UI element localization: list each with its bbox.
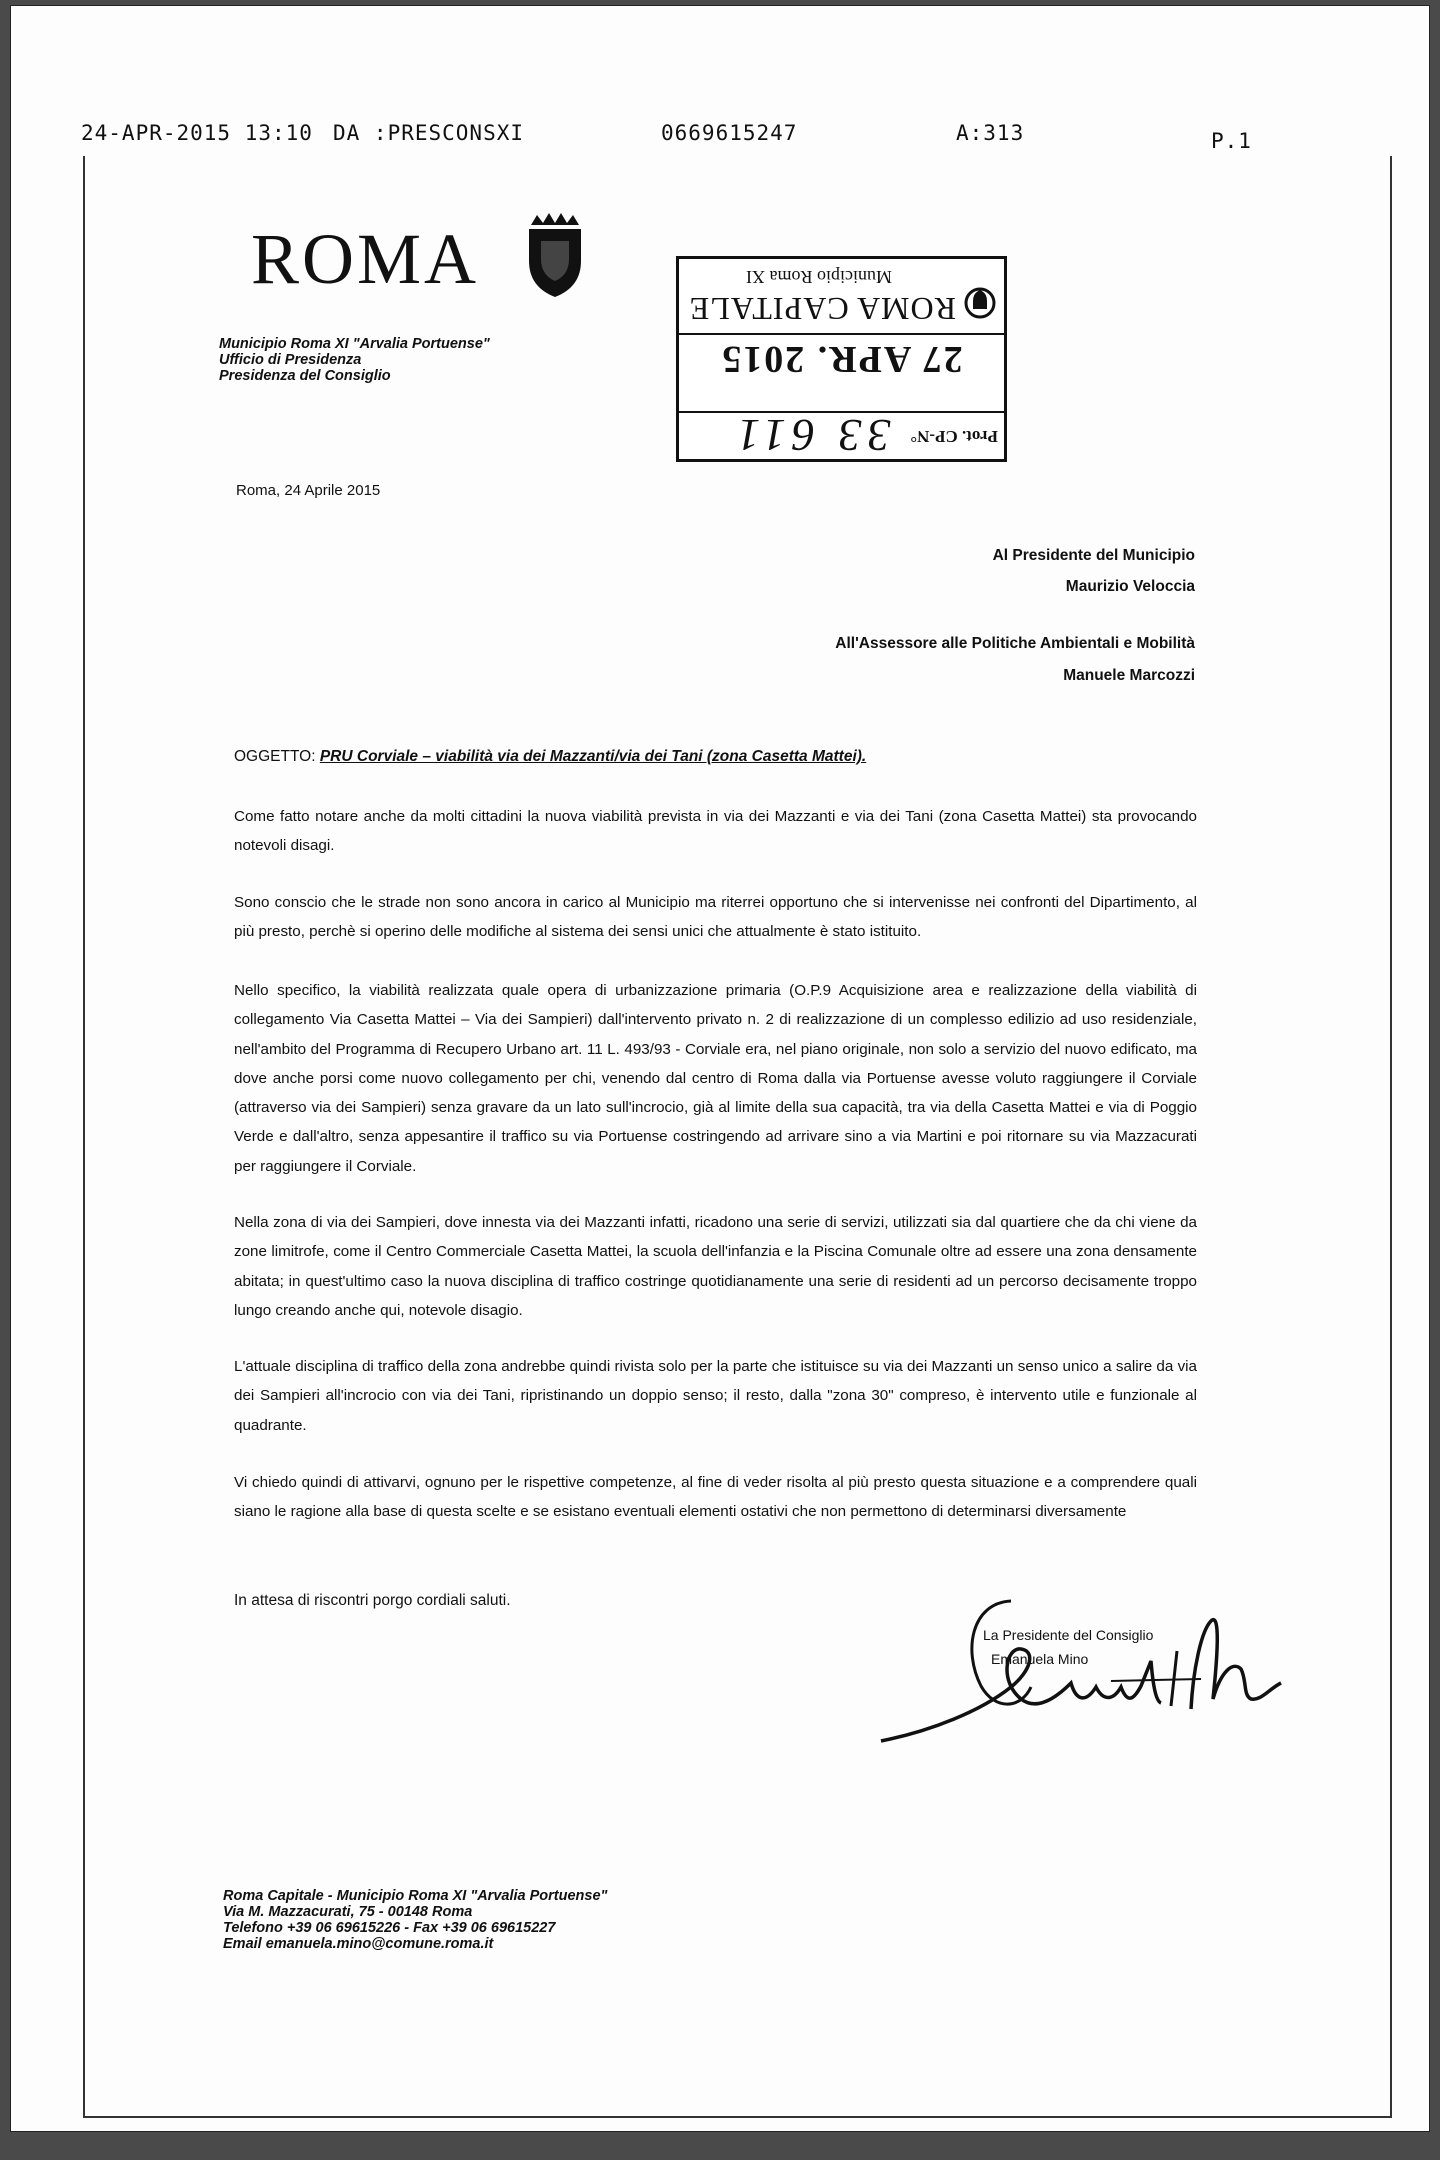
footer-line: Email emanuela.mino@comune.roma.it bbox=[223, 1936, 494, 1952]
body-paragraph: Come fatto notare anche da molti cittadini la nuova viabilità prevista in via dei Mazzanti e via dei Tani (zona Casetta Mattei) sta provocando notevoli disagi. bbox=[234, 808, 1197, 855]
recipient-line: All'Assessore alle Politiche Ambientali e Mobilità bbox=[835, 635, 1195, 652]
roma-capitale-emblem-icon bbox=[964, 285, 996, 321]
footer-line: Telefono +39 06 69615226 - Fax +39 06 69615227 bbox=[223, 1920, 556, 1936]
roma-logo-text: ROMA bbox=[251, 219, 480, 299]
handwritten-signature bbox=[871, 1591, 1291, 1751]
signatory-name: Emanuela Mino bbox=[991, 1651, 1089, 1667]
office-line: Municipio Roma XI "Arvalia Portuense" bbox=[219, 336, 490, 352]
place-date: Roma, 24 Aprile 2015 bbox=[236, 482, 381, 499]
closing-line: In attesa di riscontri porgo cordiali saluti. bbox=[234, 1592, 511, 1609]
stamp-subtitle: Municipio Roma XI bbox=[746, 267, 892, 287]
subject-label: OGGETTO: bbox=[234, 748, 316, 765]
subject-text: PRU Corviale – viabilità via dei Mazzanti/via dei Tani (zona Casetta Mattei). bbox=[319, 748, 867, 765]
letter-footer bbox=[223, 1888, 607, 1952]
body-paragraph: Sono conscio che le strade non sono ancora in carico al Municipio ma riterrei opportuno che si intervenisse nei confronti del Dipartimento, al più presto, perchè si operino delle modifiche al sistema dei sensi unici che attualmente è stato istituito. bbox=[234, 894, 1197, 941]
subject-line bbox=[234, 748, 866, 766]
office-line: Presidenza del Consiglio bbox=[219, 368, 391, 384]
stamp-date: 27 APR. 2015 bbox=[720, 338, 963, 380]
signature-block bbox=[871, 1591, 1291, 1751]
stamp-organization: ROMA CAPITALE bbox=[688, 291, 956, 327]
fax-recipient: A:313 bbox=[956, 121, 1025, 145]
issuing-office bbox=[219, 336, 490, 384]
stamp-protocol-number: 33 611 bbox=[731, 410, 891, 462]
protocol-stamp bbox=[676, 256, 1007, 462]
recipient-line: Maurizio Veloccia bbox=[1065, 578, 1195, 595]
recipient-line: Al Presidente del Municipio bbox=[992, 547, 1195, 564]
body-paragraph: L'attuale disciplina di traffico della zona andrebbe quindi rivista solo per la parte che istituisce su via dei Mazzanti un senso unico a salire da via dei Sampieri all'incrocio con via dei Tani, ripristinando un doppio senso; il resto, dalla "zona 30" compreso, è intervento utile e funzionale al quadrante. bbox=[234, 1358, 1197, 1434]
body-paragraph: Vi chiedo quindi di attivarvi, ognuno per le rispettive competenze, al fine di veder risolta al più presto questa situazione e a comprendere quali siano le ragione alla base di questa scelte e se esistano eventuali elementi ostativi che non permettono di determinarsi diversamente bbox=[234, 1474, 1197, 1521]
fax-page-number: P.1 bbox=[1211, 129, 1252, 153]
recipient-line: Manuele Marcozzi bbox=[1063, 667, 1195, 684]
footer-line: Via M. Mazzacurati, 75 - 00148 Roma bbox=[223, 1904, 473, 1920]
footer-line: Roma Capitale - Municipio Roma XI "Arvalia Portuense" bbox=[223, 1888, 608, 1904]
fax-datetime: 24-APR-2015 13:10 bbox=[81, 121, 313, 145]
office-line: Ufficio di Presidenza bbox=[219, 352, 362, 368]
signatory-title: La Presidente del Consiglio bbox=[983, 1627, 1154, 1643]
roma-crest-icon bbox=[519, 211, 599, 301]
fax-number: 0669615247 bbox=[661, 121, 798, 145]
fax-sender: DA :PRESCONSXI bbox=[333, 121, 525, 145]
fax-page bbox=[10, 5, 1430, 2132]
body-paragraph: Nello specifico, la viabilità realizzata quale opera di urbanizzazione primaria (O.P.9 Acquisizione area e realizzazione della viabilità di collegamento Via Casetta Mattei – Via dei Sampieri) dall'intervento privato n. 2 di realizzazione di un complesso edilizio ad uso residenziale, nell'ambito del Programma di Recupero Urbano art. 11 L. 493/93 - Corviale era, nel piano originale, non solo a servizio del nuovo edificato, ma dove anche porsi come nuovo collegamento per chi, venendo dal centro di Roma dalla via Portuense avesse voluto raggiungere il Corviale (attraverso via dei Sampieri) senza gravare da un lato sull'incrocio, già al limite della sua capacità, tra via della Casetta Mattei e via di Poggio Verde e dall'altro, senza appesantire il traffico su via Portuense costringendo ad arrivare sino a via Martini e poi ritornare su via Mazzacurati per raggiungere il Corviale. bbox=[234, 982, 1197, 1175]
stamp-protocol-label: Prot. CP-N° bbox=[910, 427, 998, 446]
body-paragraph: Nella zona di via dei Sampieri, dove innesta via dei Mazzanti infatti, ricadono una serie di servizi, utilizzati sia dal quartiere che da chi viene da zone limitrofe, come il Centro Commerciale Casetta Mattei, la scuola dell'infanzia e la Piscina Comunale oltre ad essere una zona densamente abitata; in quest'ultimo caso la nuova disciplina di traffico costringe quotidianamente una serie di residenti ad un percorso decisamente troppo lungo creando anche qui, notevole disagio. bbox=[234, 1214, 1197, 1319]
